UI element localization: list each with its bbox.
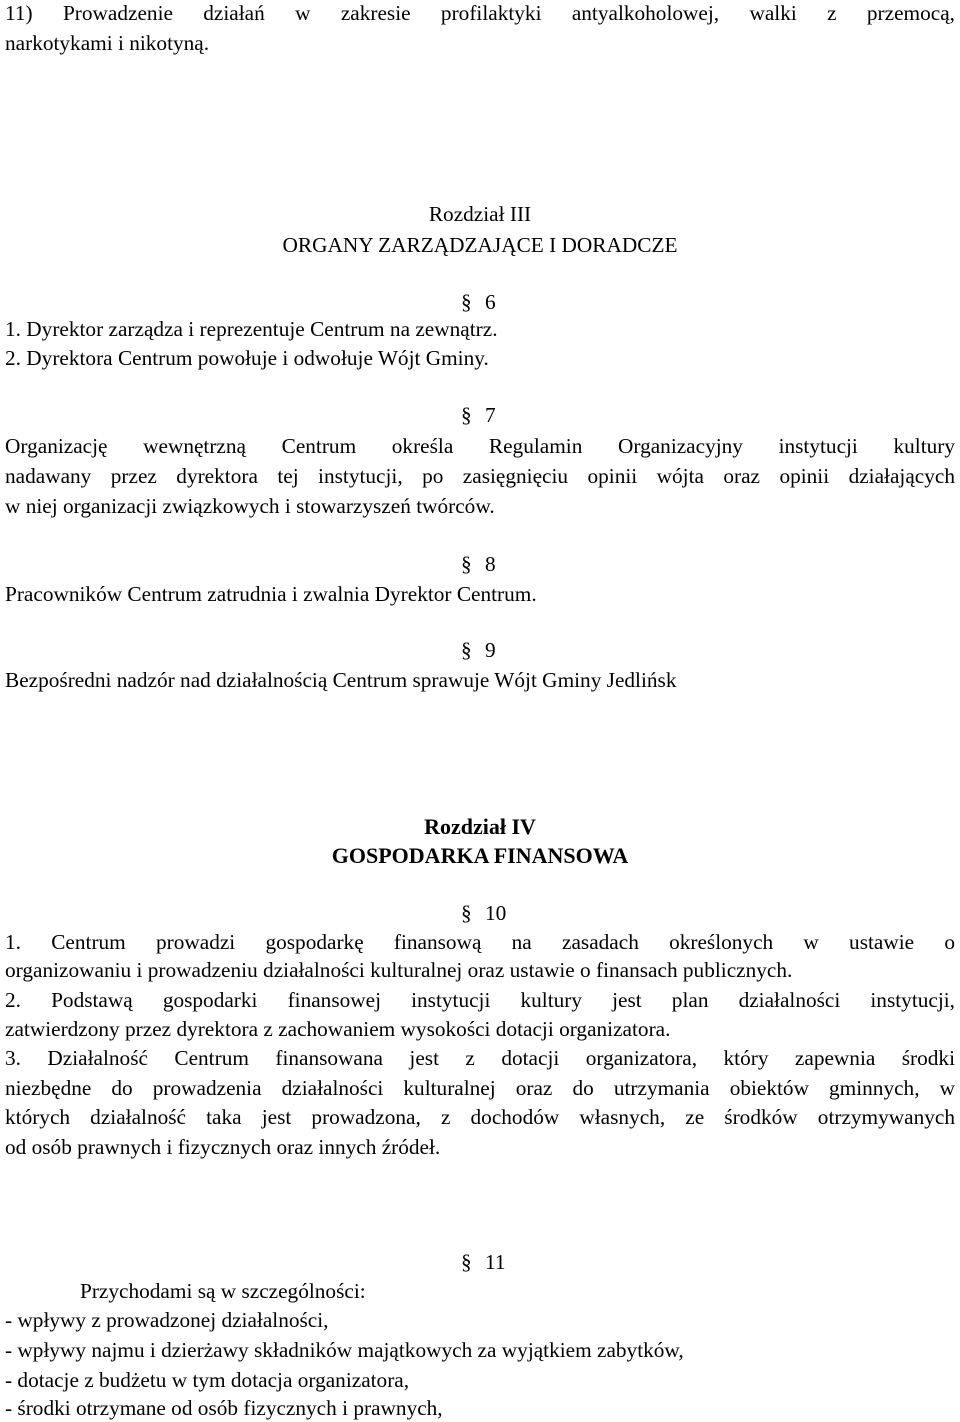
- section-sign: §: [461, 552, 472, 576]
- section-11-intro: Przychodami są w szczególności:: [80, 1279, 366, 1303]
- section-7-line-1: Organizację wewnętrzną Centrum określa Regulamin Organizacyjny instytucji kultury: [5, 434, 955, 458]
- section-10-line-5: 3. Działalność Centrum finansowana jest z dotacji organizatora, który zapewnia środki: [5, 1046, 955, 1070]
- section-sign: §: [461, 901, 472, 925]
- section-11-item-4: - środki otrzymane od osób fizycznych i prawnych,: [5, 1396, 443, 1420]
- section-10-line-6: niezbędne do prowadzenia działalności kulturalnej oraz do utrzymania obiektów gminnych, w: [5, 1076, 955, 1100]
- section-6-point-1: 1. Dyrektor zarządza i reprezentuje Centrum na zewnątrz.: [5, 317, 498, 341]
- section-10-line-8: od osób prawnych i fizycznych oraz innych źródeł.: [5, 1135, 441, 1159]
- section-number: 8: [485, 552, 496, 576]
- section-9-heading: [461, 640, 496, 661]
- item-11-line-1: 11) Prowadzenie działań w zakresie profilaktyki antyalkoholowej, walki z przemocą,: [5, 1, 955, 25]
- section-11-item-3: - dotacje z budżetu w tym dotacja organizatora,: [5, 1368, 410, 1392]
- section-7-line-2: nadawany przez dyrektora tej instytucji, po zasięgnięciu opinii wójta oraz opinii działających: [5, 464, 955, 488]
- section-8-text: Pracowników Centrum zatrudnia i zwalnia Dyrektor Centrum.: [5, 582, 537, 606]
- section-11-heading: [461, 1252, 506, 1273]
- section-9-text: Bezpośredni nadzór nad działalnością Centrum sprawuje Wójt Gminy Jedlińsk: [5, 668, 677, 692]
- chapter-3-subtitle: ORGANY ZARZĄDZAJĄCE I DORADCZE: [282, 233, 678, 257]
- section-10-line-1: 1. Centrum prowadzi gospodarkę finansową na zasadach określonych w ustawie o: [5, 930, 955, 954]
- section-number: 11: [485, 1250, 506, 1274]
- section-7-heading: [461, 405, 496, 426]
- section-10-line-2: organizowaniu i prowadzeniu działalności kulturalnej oraz ustawie o finansach publicznych.: [5, 958, 793, 982]
- section-8-heading: [461, 554, 496, 575]
- section-number: 6: [485, 290, 496, 314]
- section-number: 9: [485, 638, 496, 662]
- section-6-point-2: 2. Dyrektora Centrum powołuje i odwołuje Wójt Gminy.: [5, 346, 489, 370]
- chapter-3-title: Rozdział III: [428, 202, 532, 226]
- item-11-line-2: narkotykami i nikotyną.: [5, 31, 210, 55]
- section-11-item-1: - wpływy z prowadzonej działalności,: [5, 1308, 329, 1332]
- section-10-line-7: których działalność taka jest prowadzona, z dochodów własnych, ze środków otrzymywanych: [5, 1105, 955, 1129]
- section-sign: §: [461, 638, 472, 662]
- section-number: 7: [485, 403, 496, 427]
- section-11-item-2: - wpływy najmu i dzierżawy składników majątkowych za wyjątkiem zabytków,: [5, 1338, 684, 1362]
- section-10-heading: [461, 903, 506, 924]
- section-10-line-3: 2. Podstawą gospodarki finansowej instytucji kultury jest plan działalności instytucji,: [5, 988, 955, 1012]
- section-7-line-3: w niej organizacji związkowych i stowarzyszeń twórców.: [5, 494, 495, 518]
- section-number: 10: [485, 901, 507, 925]
- chapter-4-subtitle: GOSPODARKA FINANSOWA: [331, 843, 629, 868]
- chapter-4-title: Rozdział IV: [424, 814, 536, 839]
- section-sign: §: [461, 403, 472, 427]
- section-sign: §: [461, 1250, 472, 1274]
- section-10-line-4: zatwierdzony przez dyrektora z zachowaniem wysokości dotacji organizatora.: [5, 1017, 671, 1041]
- section-sign: §: [461, 290, 472, 314]
- section-6-heading: [461, 292, 496, 313]
